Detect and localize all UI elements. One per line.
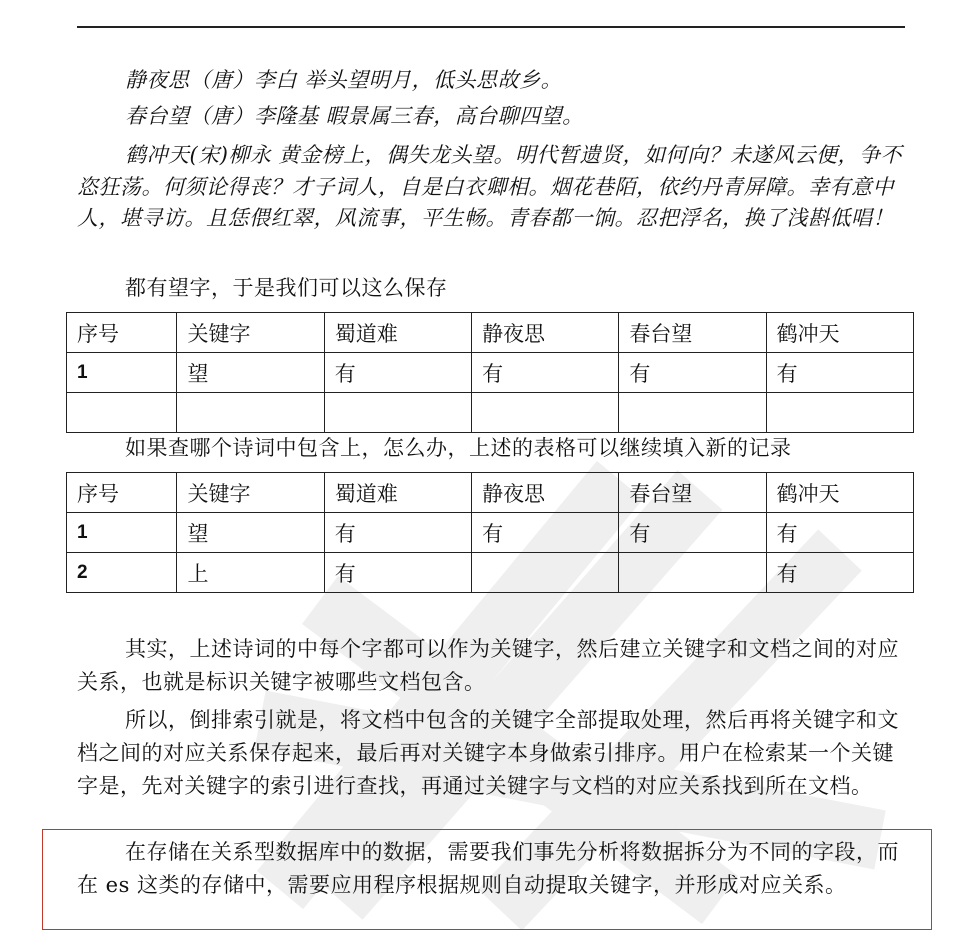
table-cell: 有 xyxy=(766,513,913,553)
table-cell: 望 xyxy=(177,353,324,393)
next-line-cutoff xyxy=(77,926,905,941)
table-cell: 有 xyxy=(472,513,619,553)
table-cell xyxy=(619,393,766,433)
table-cell xyxy=(177,393,324,433)
table-cell: 1 xyxy=(67,353,177,393)
header-cell: 鹤冲天 xyxy=(766,473,913,513)
table-cell: 有 xyxy=(472,353,619,393)
header-cell: 静夜思 xyxy=(472,473,619,513)
table-cell: 有 xyxy=(619,513,766,553)
table-row xyxy=(67,353,914,393)
note-new-record: 如果查哪个诗词中包含上，怎么办，上述的表格可以继续填入新的记录 xyxy=(125,436,792,460)
table-cell: 有 xyxy=(766,353,913,393)
table-header-row xyxy=(67,313,914,353)
header-cell: 静夜思 xyxy=(472,313,619,353)
table-cell: 有 xyxy=(324,513,471,553)
header-cell: 蜀道难 xyxy=(324,473,471,513)
table-cell: 望 xyxy=(177,513,324,553)
header-cell: 关键字 xyxy=(177,473,324,513)
keyword-table-1 xyxy=(66,312,914,433)
poem-line-hechongtian: 鹤冲天(宋)柳永 黄金榜上，偶失龙头望。明代暂遗贤，如何向？未遂风云便，争不恣狂荡。何须论得丧？才子词人，自是白衣卿相。烟花巷陌，依约丹青屏障。幸有意中人，堪寻访。且恁偎红翠，风流事，平生畅。青春都一饷。忍把浮名，换了浅斟低唱！ xyxy=(77,143,903,230)
poem-line-chuntaiwang: 春台望（唐）李隆基 暇景属三春，高台聊四望。 xyxy=(125,104,584,128)
table-cell: 2 xyxy=(67,553,177,593)
table-cell xyxy=(67,393,177,433)
table-cell xyxy=(619,553,766,593)
table-cell xyxy=(766,393,913,433)
paragraph-relational-vs-es: 在存储在关系型数据库中的数据，需要我们事先分析将数据拆分为不同的字段，而在 es 这类的存储中，需要应用程序根据规则自动提取关键字，并形成对应关系。 xyxy=(77,840,899,897)
poem-line-jingyesi: 静夜思（唐）李白 举头望明月，低头思故乡。 xyxy=(125,68,563,92)
header-rule xyxy=(77,26,905,28)
keyword-table-2 xyxy=(66,472,914,593)
table-row xyxy=(67,513,914,553)
header-cell: 序号 xyxy=(67,313,177,353)
table-header-row xyxy=(67,473,914,513)
paragraph-inverted-index: 所以，倒排索引就是，将文档中包含的关键字全部提取处理，然后再将关键字和文档之间的对应关系保存起来，最后再对关键字本身做索引排序。用户在检索某一个关键字是，先对关键字的索引进行查找，再通过关键字与文档的对应关系找到所在文档。 xyxy=(77,708,899,798)
header-cell: 春台望 xyxy=(619,473,766,513)
table-cell xyxy=(324,393,471,433)
table-cell xyxy=(472,393,619,433)
table-row xyxy=(67,553,914,593)
table-cell: 有 xyxy=(766,553,913,593)
header-cell: 关键字 xyxy=(177,313,324,353)
header-cell: 蜀道难 xyxy=(324,313,471,353)
table-cell: 上 xyxy=(177,553,324,593)
table-cell: 有 xyxy=(324,553,471,593)
table-cell: 有 xyxy=(619,353,766,393)
note-storage: 都有望字，于是我们可以这么保存 xyxy=(125,276,448,300)
paragraph-keyword-mapping: 其实，上述诗词的中每个字都可以作为关键字，然后建立关键字和文档之间的对应关系，也就是标识关键字被哪些文档包含。 xyxy=(77,637,899,694)
header-cell: 鹤冲天 xyxy=(766,313,913,353)
table-cell: 1 xyxy=(67,513,177,553)
header-cell: 春台望 xyxy=(619,313,766,353)
table-cell xyxy=(472,553,619,593)
table-cell: 有 xyxy=(324,353,471,393)
header-cell: 序号 xyxy=(67,473,177,513)
table-row xyxy=(67,393,914,433)
